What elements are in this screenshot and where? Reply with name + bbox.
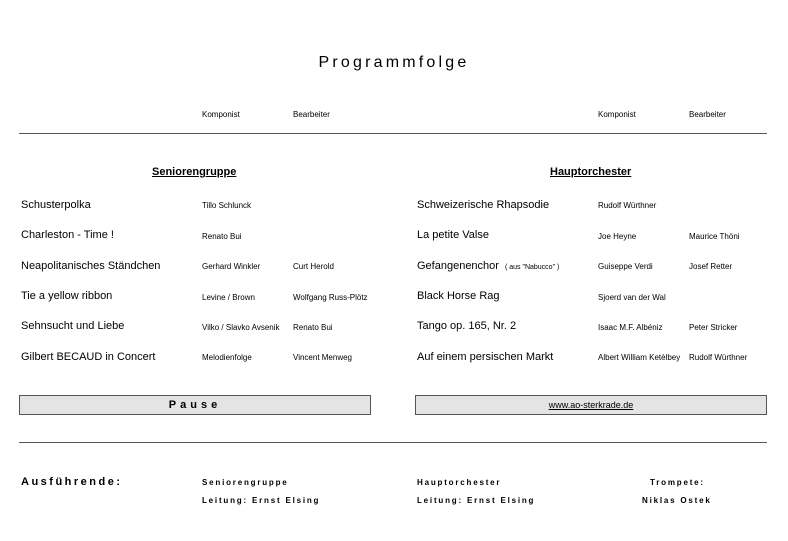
piece-arranger: Maurice Thöni: [689, 232, 740, 241]
piece-arranger: Josef Retter: [689, 262, 733, 271]
footer-senior-group: Seniorengruppe: [202, 478, 289, 487]
piece-title: Gilbert BECAUD in Concert: [21, 351, 156, 363]
piece-composer: Levine / Brown: [202, 293, 255, 302]
piece-arranger: Rudolf Würthner: [689, 353, 748, 362]
piece-arranger: Peter Stricker: [689, 323, 738, 332]
piece-composer: Tillo Schlunck: [202, 201, 252, 210]
piece-composer: Vilko / Slavko Avsenik: [202, 323, 280, 332]
piece-title: Black Horse Rag: [417, 290, 500, 302]
footer-trumpet-name: Niklas Ostek: [642, 496, 712, 505]
piece-title: Gefangenenchor: [417, 260, 499, 272]
piece-note: ( aus "Nabucco" ): [504, 264, 560, 271]
page-title: Programmfolge: [318, 54, 470, 71]
piece-title: Auf einem persischen Markt: [417, 351, 554, 363]
left-composer-header: Komponist: [202, 110, 240, 119]
piece-composer: Renato Bui: [202, 232, 242, 241]
piece-composer: Isaac M.F. Albéniz: [598, 323, 663, 332]
right-composer-header: Komponist: [598, 110, 636, 119]
piece-composer: Sjoerd van der Wal: [598, 293, 666, 302]
website-box: [415, 395, 767, 415]
piece-composer: Melodienfolge: [202, 353, 252, 362]
piece-title: Schusterpolka: [21, 199, 91, 211]
footer-senior-lead: Leitung: Ernst Elsing: [202, 496, 321, 505]
piece-title: Tie a yellow ribbon: [21, 290, 113, 302]
right-arranger-header: Bearbeiter: [689, 110, 726, 119]
piece-composer: Guiseppe Verdi: [598, 262, 653, 271]
piece-title: Neapolitanisches Ständchen: [21, 260, 161, 272]
piece-arranger: Vincent Menweg: [293, 353, 352, 362]
website-link[interactable]: www.ao-sterkrade.de: [548, 400, 634, 410]
main-orchestra-title: Hauptorchester: [550, 166, 632, 178]
piece-composer: Rudolf Würthner: [598, 201, 657, 210]
piece-title: Schweizerische Rhapsodie: [417, 199, 550, 211]
piece-composer: Albert William Ketèlbey: [598, 353, 681, 362]
piece-title-with-note: [417, 260, 559, 272]
footer-main-orchestra: Hauptorchester: [417, 478, 502, 487]
left-arranger-header: Bearbeiter: [293, 110, 330, 119]
senior-group-title: Seniorengruppe: [152, 166, 237, 178]
pause-label: Pause: [168, 399, 222, 411]
piece-composer: Joe Heyne: [598, 232, 637, 241]
piece-title: Tango op. 165, Nr. 2: [417, 320, 517, 332]
piece-arranger: Wolfgang Russ-Plötz: [293, 293, 368, 302]
piece-title: Charleston - Time !: [21, 229, 114, 241]
piece-composer: Gerhard Winkler: [202, 262, 261, 271]
piece-title: Sehnsucht und Liebe: [21, 320, 125, 332]
performers-label: Ausführende:: [21, 476, 123, 488]
bottom-divider: [19, 442, 767, 443]
piece-title: La petite Valse: [417, 229, 489, 241]
footer-main-lead: Leitung: Ernst Elsing: [417, 496, 536, 505]
pause-box: [19, 395, 371, 415]
top-divider: [19, 133, 767, 134]
piece-arranger: Curt Herold: [293, 262, 334, 271]
footer-trumpet-label: Trompete:: [650, 478, 705, 487]
piece-arranger: Renato Bui: [293, 323, 333, 332]
